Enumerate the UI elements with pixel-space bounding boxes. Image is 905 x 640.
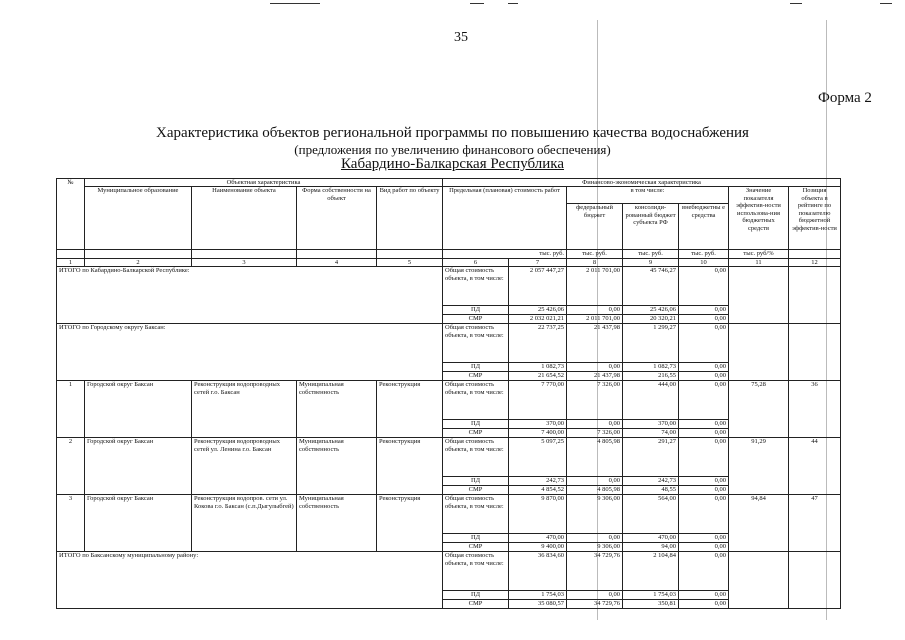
federal-value: 0,00: [567, 420, 623, 429]
federal-value: 9 306,00: [567, 495, 623, 534]
scan-mark-top: [880, 3, 892, 4]
extrabudget-value: 0,00: [679, 495, 729, 534]
extrabudget-value: 0,00: [679, 552, 729, 591]
object-name: Реконструкция водопроводных сетей г.о. Баксан: [192, 381, 297, 438]
extrabudget-value: 0,00: [679, 438, 729, 477]
total-cost-label: Общая стоимость объекта, в том числе:: [443, 324, 509, 363]
consolidated-value: 25 426,06: [623, 306, 679, 315]
federal-value: 0,00: [567, 363, 623, 372]
unit-label: тыс. руб/%: [729, 250, 789, 258]
rating-position: 36: [789, 381, 841, 438]
total-cost-value: 5 097,25: [509, 438, 567, 477]
smr-label: СМР: [443, 600, 509, 609]
header-object-char: Объектная характеристика: [85, 179, 443, 187]
total-cost-value: 242,73: [509, 477, 567, 486]
consolidated-value: 74,00: [623, 429, 679, 438]
federal-value: 34 729,76: [567, 600, 623, 609]
column-number: 9: [623, 258, 679, 266]
total-cost-label: Общая стоимость объекта, в том числе:: [443, 267, 509, 306]
table-body: [57, 267, 841, 609]
total-cost-value: 35 080,57: [509, 600, 567, 609]
document-subtitle: (предложения по увеличению финансового обеспечения): [294, 142, 611, 157]
column-number: 10: [679, 258, 729, 266]
consolidated-value: 470,00: [623, 534, 679, 543]
smr-label: СМР: [443, 543, 509, 552]
federal-value: 7 326,00: [567, 429, 623, 438]
object-name: Реконструкция водопроводных сетей ул. Ленина г.о. Баксан: [192, 438, 297, 495]
extrabudget-value: 0,00: [679, 429, 729, 438]
object-municipality: Городской округ Баксан: [85, 381, 192, 438]
total-cost-value: 1 082,73: [509, 363, 567, 372]
consolidated-value: 216,55: [623, 372, 679, 381]
unit-label: тыс. руб.: [443, 250, 567, 258]
total-cost-value: 370,00: [509, 420, 567, 429]
rating-position: 47: [789, 495, 841, 552]
column-number: 2: [85, 258, 192, 266]
consolidated-value: 48,55: [623, 486, 679, 495]
total-cost-value: 2 057 447,27: [509, 267, 567, 306]
header-object-name: Наименование объекта: [192, 187, 297, 250]
header-federal: федеральный бюджет: [567, 204, 623, 250]
header-row-1: [57, 179, 841, 187]
extrabudget-value: 0,00: [679, 477, 729, 486]
column-number: 6: [443, 258, 509, 266]
header-municipality: Муниципальное образование: [85, 187, 192, 250]
federal-value: 0,00: [567, 306, 623, 315]
header-fin-char: Финансово-экономическая характеристика: [443, 179, 841, 187]
scan-mark-top: [270, 3, 320, 4]
pd-label: ПД: [443, 591, 509, 600]
extrabudget-value: 0,00: [679, 315, 729, 324]
column-numbers-row: [57, 258, 841, 266]
header-row-2: [57, 187, 841, 204]
federal-value: 4 805,98: [567, 438, 623, 477]
object-number: 1: [57, 381, 85, 438]
extrabudget-value: 0,00: [679, 486, 729, 495]
total-cost-label: Общая стоимость объекта, в том числе:: [443, 552, 509, 591]
federal-value: 21 437,98: [567, 324, 623, 363]
header-ownership: Форма собственности на объект: [297, 187, 377, 250]
pd-label: ПД: [443, 534, 509, 543]
extrabudget-value: 0,00: [679, 372, 729, 381]
consolidated-value: 45 746,27: [623, 267, 679, 306]
total-row: [57, 267, 841, 306]
column-number: 1: [57, 258, 85, 266]
total-cost-value: 9 400,00: [509, 543, 567, 552]
extrabudget-value: 0,00: [679, 324, 729, 363]
column-number: 11: [729, 258, 789, 266]
object-municipality: Городской округ Баксан: [85, 438, 192, 495]
column-number: 4: [297, 258, 377, 266]
document-title: Характеристика объектов региональной программы по повышению качества водоснабжения: [156, 125, 749, 141]
smr-label: СМР: [443, 372, 509, 381]
total-cost-value: 36 834,60: [509, 552, 567, 591]
column-number: 12: [789, 258, 841, 266]
federal-value: 21 437,98: [567, 372, 623, 381]
consolidated-value: 291,27: [623, 438, 679, 477]
smr-label: СМР: [443, 429, 509, 438]
efficiency-indicator: 94,84: [729, 495, 789, 552]
object-row: [57, 438, 841, 477]
total-row: [57, 552, 841, 591]
object-work-type: Реконструкция: [377, 381, 443, 438]
consolidated-value: 2 104,84: [623, 552, 679, 591]
total-cost-label: Общая стоимость объекта, в том числе:: [443, 495, 509, 534]
object-work-type: Реконструкция: [377, 438, 443, 495]
federal-value: 9 306,00: [567, 543, 623, 552]
object-row: [57, 381, 841, 420]
consolidated-value: 564,00: [623, 495, 679, 534]
pd-label: ПД: [443, 363, 509, 372]
federal-value: 0,00: [567, 477, 623, 486]
total-row-label: ИТОГО по Кабардино-Балкарской Республике:: [57, 267, 443, 324]
header-consolidated: консолиди-рованный бюджет субъекта РФ: [623, 204, 679, 250]
object-work-type: Реконструкция: [377, 495, 443, 552]
unit-label: тыс. руб.: [623, 250, 679, 258]
smr-label: СМР: [443, 486, 509, 495]
units-row: [57, 250, 841, 258]
object-ownership: Муниципальная собственность: [297, 495, 377, 552]
efficiency-indicator: 75,28: [729, 381, 789, 438]
federal-value: 2 011 701,00: [567, 315, 623, 324]
object-number: 2: [57, 438, 85, 495]
extrabudget-value: 0,00: [679, 420, 729, 429]
pd-label: ПД: [443, 306, 509, 315]
total-cost-value: 25 426,06: [509, 306, 567, 315]
column-number: 3: [192, 258, 297, 266]
extrabudget-value: 0,00: [679, 381, 729, 420]
extrabudget-value: 0,00: [679, 306, 729, 315]
rating-position: 44: [789, 438, 841, 495]
consolidated-value: 370,00: [623, 420, 679, 429]
extrabudget-value: 0,00: [679, 591, 729, 600]
object-ownership: Муниципальная собственность: [297, 438, 377, 495]
header-planned-cost: Предельная (плановая) стоимость работ: [443, 187, 567, 250]
total-cost-value: 21 654,52: [509, 372, 567, 381]
page-number: 35: [454, 30, 468, 45]
consolidated-value: 350,81: [623, 600, 679, 609]
total-row: [57, 324, 841, 363]
consolidated-value: 242,73: [623, 477, 679, 486]
total-cost-value: 1 754,03: [509, 591, 567, 600]
consolidated-value: 1 082,73: [623, 363, 679, 372]
total-cost-label: Общая стоимость объекта, в том числе:: [443, 438, 509, 477]
federal-value: 34 729,76: [567, 552, 623, 591]
consolidated-value: 94,00: [623, 543, 679, 552]
federal-value: 0,00: [567, 534, 623, 543]
scan-mark-top: [470, 3, 484, 4]
header-work-type: Вид работ по объекту: [377, 187, 443, 250]
extrabudget-value: 0,00: [679, 363, 729, 372]
efficiency-indicator: 91,29: [729, 438, 789, 495]
unit-label: тыс. руб.: [567, 250, 623, 258]
scan-mark-top: [790, 3, 802, 4]
total-cost-label: Общая стоимость объекта, в том числе:: [443, 381, 509, 420]
total-row-label: ИТОГО по Баксанскому муниципальному району:: [57, 552, 443, 609]
total-cost-value: 9 870,00: [509, 495, 567, 534]
smr-label: СМР: [443, 315, 509, 324]
header-indicator: Значение показателя эффектив-ности использова-ния бюджетных средств: [729, 187, 789, 250]
federal-value: 4 805,98: [567, 486, 623, 495]
object-number: 3: [57, 495, 85, 552]
unit-label: тыс. руб.: [679, 250, 729, 258]
object-name: Реконструкция водопров. сети ул. Кокова г.о. Баксан (с.п.Дыгулыбгей): [192, 495, 297, 552]
object-ownership: Муниципальная собственность: [297, 381, 377, 438]
total-cost-value: 22 737,25: [509, 324, 567, 363]
pd-label: ПД: [443, 477, 509, 486]
extrabudget-value: 0,00: [679, 543, 729, 552]
total-row-label: ИТОГО по Городскому округу Баксан:: [57, 324, 443, 381]
header-including: в том числе:: [567, 187, 729, 204]
consolidated-value: 1 299,27: [623, 324, 679, 363]
scan-mark-top: [508, 3, 518, 4]
header-extrabudget: внебюджетны е средства: [679, 204, 729, 250]
extrabudget-value: 0,00: [679, 600, 729, 609]
object-row: [57, 495, 841, 534]
federal-value: 2 011 701,00: [567, 267, 623, 306]
objects-table: [56, 178, 841, 609]
column-number: 5: [377, 258, 443, 266]
total-cost-value: 4 854,52: [509, 486, 567, 495]
extrabudget-value: 0,00: [679, 267, 729, 306]
federal-value: 7 326,00: [567, 381, 623, 420]
total-cost-value: 7 400,00: [509, 429, 567, 438]
consolidated-value: 20 320,21: [623, 315, 679, 324]
total-cost-value: 2 032 021,21: [509, 315, 567, 324]
extrabudget-value: 0,00: [679, 534, 729, 543]
header-position: Позиция объекта в рейтинге по показателю бюджетной эффектив-ности: [789, 187, 841, 250]
header-num: №: [57, 179, 85, 250]
consolidated-value: 444,00: [623, 381, 679, 420]
object-municipality: Городской округ Баксан: [85, 495, 192, 552]
column-number: 8: [567, 258, 623, 266]
pd-label: ПД: [443, 420, 509, 429]
form-label: Форма 2: [818, 90, 872, 106]
column-number: 7: [509, 258, 567, 266]
region-name: Кабардино-Балкарская Республика: [340, 156, 565, 172]
federal-value: 0,00: [567, 591, 623, 600]
total-cost-value: 470,00: [509, 534, 567, 543]
consolidated-value: 1 754,03: [623, 591, 679, 600]
total-cost-value: 7 770,00: [509, 381, 567, 420]
